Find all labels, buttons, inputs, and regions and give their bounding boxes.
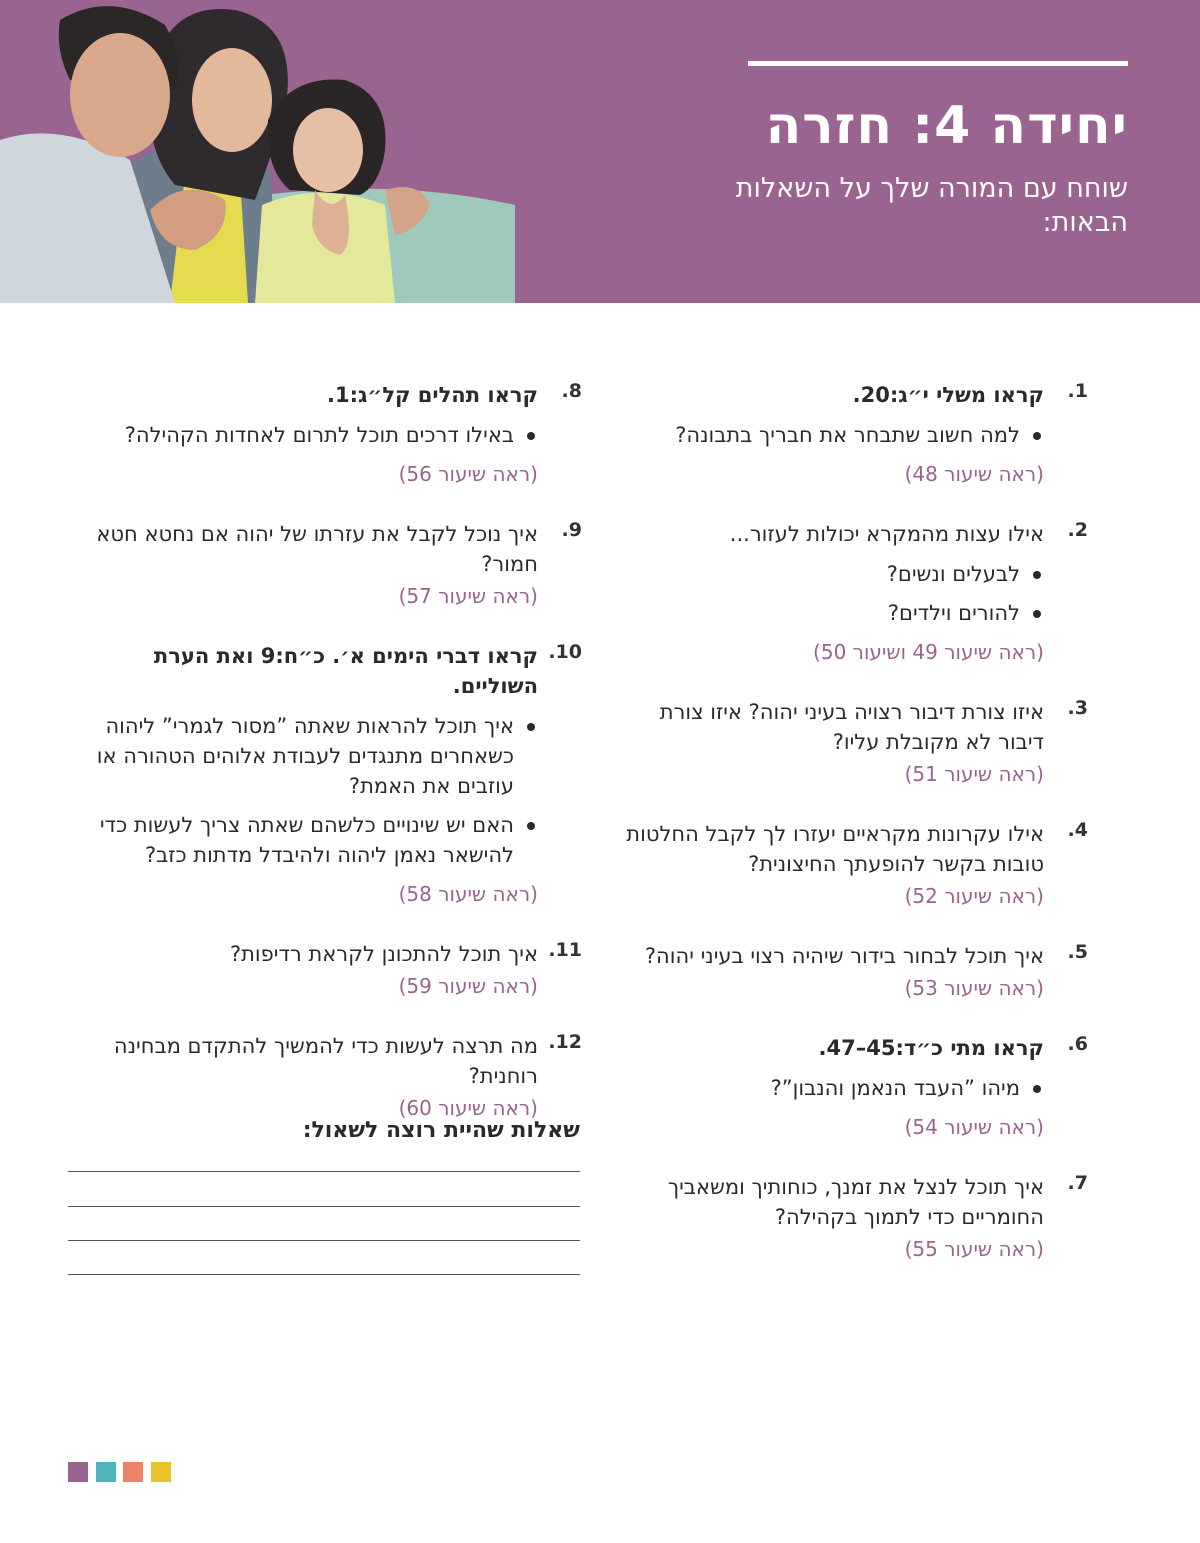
- lesson-reference: (ראה שיעור 51): [904, 762, 1044, 786]
- question-text: איך נוכל לקבל את עזרתו של יהוה אם נחטא חטא חמור?: [96, 522, 538, 576]
- question-number: 11.: [548, 939, 582, 961]
- note-line[interactable]: [68, 1171, 580, 1172]
- lesson-reference: (ראה שיעור 58): [398, 882, 538, 906]
- question-text: איך תוכל להתכונן לקראת רדיפות?: [229, 942, 538, 966]
- questions-column-right: [608, 380, 1088, 1264]
- question-text: קראו מתי כ״ד:45–47.: [818, 1036, 1044, 1060]
- question-number: 12.: [548, 1031, 582, 1053]
- question-item: [608, 941, 1088, 1003]
- family-praying-illustration: [0, 0, 515, 303]
- question-bullet: למה חשוב שתבחר את חבריך בתבונה?: [608, 420, 1044, 450]
- page-subtitle: שוחח עם המורה שלך על השאלות הבאות:: [735, 173, 1128, 238]
- notes-title: שאלות שהיית רוצה לשאול:: [302, 1118, 580, 1143]
- question-number: 7.: [1067, 1172, 1088, 1194]
- color-swatch: [151, 1462, 171, 1482]
- question-text: אילו עצות מהמקרא יכולות לעזור...: [729, 522, 1044, 546]
- question-number: 8.: [561, 380, 582, 402]
- lesson-reference: (ראה שיעור 55): [904, 1237, 1044, 1261]
- question-item: [608, 1172, 1088, 1264]
- question-item: [67, 641, 582, 909]
- question-text: איזו צורת דיבור רצויה בעיני יהוה? איזו צורת דיבור לא מקובלת עליו?: [659, 700, 1044, 754]
- question-bullet: מיהו ”העבד הנאמן והנבון”?: [608, 1073, 1044, 1103]
- lesson-reference: (ראה שיעור 48): [904, 462, 1044, 486]
- question-bullet: האם יש שינויים כלשהם שאתה צריך לעשות כדי להישאר נאמן ליהוה ולהיבדל מדתות כזב?: [67, 810, 538, 870]
- question-number: 6.: [1067, 1033, 1088, 1055]
- note-line[interactable]: [68, 1274, 580, 1275]
- question-text: איך תוכל לבחור בידור שיהיה רצוי בעיני יהוה?: [644, 944, 1044, 968]
- color-swatch: [68, 1462, 88, 1482]
- question-item: [608, 1033, 1088, 1142]
- lesson-reference: (ראה שיעור 53): [904, 976, 1044, 1000]
- question-item: [608, 819, 1088, 911]
- lesson-reference: (ראה שיעור 57): [398, 584, 538, 608]
- question-item: [608, 380, 1088, 489]
- question-text: קראו משלי י״ג:20.: [852, 383, 1044, 407]
- lesson-reference: (ראה שיעור 56): [398, 462, 538, 486]
- question-text: מה תרצה לעשות כדי להמשיך להתקדם מבחינה רוחנית?: [113, 1034, 538, 1088]
- question-item: [67, 1031, 582, 1123]
- question-number: 10.: [548, 641, 582, 663]
- question-number: 2.: [1067, 519, 1088, 541]
- page-title: יחידה 4: חזרה: [765, 96, 1128, 156]
- lesson-reference: (ראה שיעור 54): [904, 1115, 1044, 1139]
- question-number: 3.: [1067, 697, 1088, 719]
- question-item: [67, 939, 582, 1001]
- question-number: 9.: [561, 519, 582, 541]
- header-banner: [0, 0, 1200, 303]
- lesson-reference: (ראה שיעור 59): [398, 974, 538, 998]
- lesson-reference: (ראה שיעור 52): [904, 884, 1044, 908]
- question-number: 5.: [1067, 941, 1088, 963]
- question-item: [608, 697, 1088, 789]
- color-swatch: [123, 1462, 143, 1482]
- question-text: איך תוכל לנצל את זמנך, כוחותיך ומשאביך החומריים כדי לתמוך בקהילה?: [667, 1175, 1044, 1229]
- question-bullet: לבעלים ונשים?: [608, 559, 1044, 589]
- header-rule: [748, 61, 1128, 66]
- questions-column-left: [67, 380, 582, 1123]
- question-item: [608, 519, 1088, 667]
- color-swatch: [96, 1462, 116, 1482]
- question-text: קראו תהלים קל״ג:1.: [327, 383, 538, 407]
- question-number: 4.: [1067, 819, 1088, 841]
- question-text: אילו עקרונות מקראיים יעזרו לך לקבל החלטות טובות בקשר להופעתך החיצונית?: [626, 822, 1044, 876]
- question-item: [67, 519, 582, 611]
- question-number: 1.: [1067, 380, 1088, 402]
- question-item: [67, 380, 582, 489]
- question-text: קראו דברי הימים א׳. כ״ח:9 ואת הערת השוליים.: [153, 644, 538, 698]
- note-line[interactable]: [68, 1206, 580, 1207]
- question-bullet: איך תוכל להראות שאתה ”מסור לגמרי” ליהוה כשאחרים מתנגדים לעבודת אלוהים הטהורה או עוזבים את האמת?: [67, 711, 538, 801]
- question-bullet: באילו דרכים תוכל לתרום לאחדות הקהילה?: [67, 420, 538, 450]
- note-line[interactable]: [68, 1240, 580, 1241]
- question-bullet: להורים וילדים?: [608, 598, 1044, 628]
- lesson-reference: (ראה שיעור 49 ושיעור 50): [813, 640, 1044, 664]
- lesson-reference: (ראה שיעור 60): [398, 1096, 538, 1120]
